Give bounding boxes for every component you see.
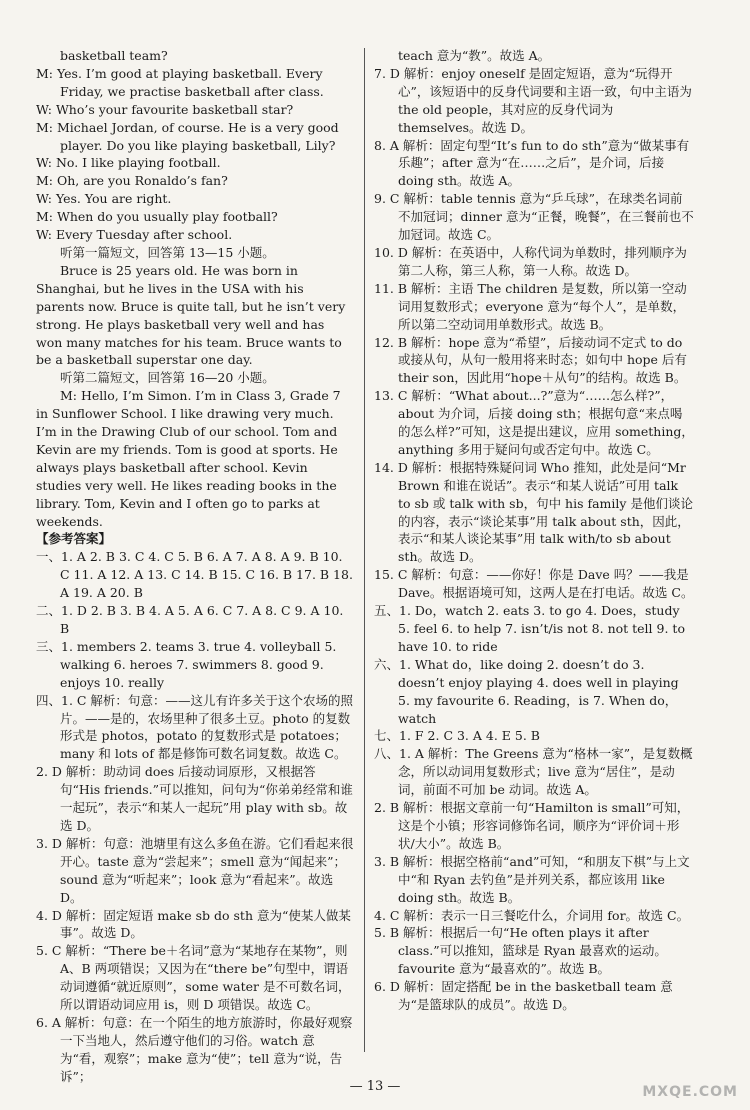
left-paragraph: Bruce is 25 years old. He was born in Shanghai, but he lives in the USA with his parents now. Bruce is quite tall, but he isn’t very strong. He plays basketball very well and has won many matches for his team. Bruce wants to be a basketball superstar one day. [36, 262, 346, 368]
left-paragraph: M: Hello, I’m Simon. I’m in Class 3, Grade 7 in Sunflower School. I like drawing very much. I’m in the Drawing Club of our school. Tom and Kevin are my friends. Tom is good at sports. He always plays basketball after school. Kevin studies very well. He likes reading books in the library. Tom, Kevin and I often go to parks at weekends. [36, 388, 341, 529]
right-paragraph: 六、1. What do，like doing 2. doesn’t do 3. doesn’t enjoy playing 4. does well in playing 5. my favourite 6. Reading，is 7. When do，watch [374, 656, 679, 726]
left-paragraph: 6. A 解析：句意：在一个陌生的地方旅游时，你最好观察一下当地人，然后遵守他们的习俗。watch 意为“看，观察”；make 意为“使”；tell 意为“说，告诉”； [36, 1014, 353, 1084]
page-number: — 13 — [349, 1079, 401, 1094]
left-paragraph: 听第二篇短文，回答第 16—20 小题。 [60, 370, 275, 386]
right-column [374, 47, 694, 1014]
right-paragraph: 15. C 解析：句意：——你好！你是 Dave 吗？——我是 Dave。根据语境可知，这两人是在打电话。故选 C。 [374, 567, 694, 601]
right-paragraph: 11. B 解析：主语 The children 是复数，所以第一空动词用复数形式；everyone 意为“每个人”，是单数，所以第二空动词用单数形式。故选 B。 [374, 280, 687, 332]
right-paragraph: teach 意为“教”。故选 A。 [398, 48, 551, 63]
right-paragraph: 10. D 解析：在英语中，人称代词为单数时，排列顺序为第二人称，第三人称，第一人称。故选 D。 [374, 244, 687, 278]
right-paragraph: 3. B 解析：根据空格前“and”可知，“和朋友下棋”与上文中“和 Ryan 去钓鱼”是并列关系，都应该用 like doing sth。故选 B。 [374, 853, 690, 905]
right-paragraph: 七、1. F 2. C 3. A 4. E 5. B [374, 728, 540, 744]
left-paragraph: W: Yes. You are right. [36, 191, 172, 207]
left-paragraph: 三、1. members 2. teams 3. true 4. volleyball 5. walking 6. heroes 7. swimmers 8. good 9. enjoys 10. really [36, 638, 337, 690]
left-paragraph: 4. D 解析：固定短语 make sb do sth 意为“使某人做某事”。故选 D。 [36, 907, 351, 941]
left-paragraph: W: Who’s your favourite basketball star? [36, 101, 294, 117]
left-paragraph: 5. C 解析：“There be＋名词”意为“某地存在某物”，则 A、B 两项错误；又因为在“there be”句型中，谓语动词遵循“就近原则”，some water 是不可数名词，所以谓语动词应用 is，则 D 项错误。故选 C。 [36, 943, 351, 1013]
right-paragraph: 五、1. Do，watch 2. eats 3. to go 4. Does，study 5. feel 6. to help 7. isn’t/is not 8. not tell 9. to have 10. to ride [374, 603, 685, 654]
left-paragraph: W: No. I like playing football. [36, 155, 221, 171]
right-paragraph: 12. B 解析：hope 意为“希望”，后接动词不定式 to do 或接从句，从句一般用将来时态；如句中 hope 后有 their son，因此用“hope＋从句”的结构。故选 B。 [374, 334, 687, 386]
left-paragraph: M: Oh, are you Ronaldo’s fan? [36, 173, 228, 189]
left-paragraph: W: Every Tuesday after school. [36, 227, 233, 243]
left-paragraph: basketball team? [60, 48, 168, 63]
left-column [36, 47, 354, 1086]
left-paragraph: 听第一篇短文，回答第 13—15 小题。 [60, 244, 275, 260]
right-paragraph: 9. C 解析：table tennis 意为“乒乓球”，在球类名词前不加冠词；dinner 意为“正餐，晚餐”，在三餐前也不加冠词。故选 C。 [374, 191, 694, 243]
left-paragraph: 3. D 解析：句意：池塘里有这么多鱼在游。它们看起来很开心。taste 意为“尝起来”；smell 意为“闻起来”；sound 意为“听起来”；look 意为“看起来”。故选 D。 [36, 835, 354, 905]
left-paragraph: 【参考答案】 [36, 531, 112, 547]
right-paragraph: 8. A 解析：固定句型“It’s fun to do sth”意为“做某事有乐趣”；after 意为“在……之后”，是介词，后接 doing sth。故选 A。 [374, 137, 690, 189]
column-divider [364, 48, 365, 1052]
left-paragraph: M: Yes. I’m good at playing basketball. Every Friday, we practise basketball after class. [36, 65, 324, 99]
right-paragraph: 7. D 解析：enjoy oneself 是固定短语，意为“玩得开心”，该短语中的反身代词要和主语一致，句中主语为 the old people，其对应的反身代词为 themselves。故选 D。 [374, 65, 692, 135]
left-paragraph: 二、1. D 2. B 3. B 4. A 5. A 6. C 7. A 8. C 9. A 10. B [36, 603, 344, 636]
right-paragraph: 5. B 解析：根据后一句“He often plays it after class.”可以推知，篮球是 Ryan 最喜欢的运动。favourite 意为“最喜欢的”。故选 B。 [374, 925, 667, 977]
left-paragraph: 四、1. C 解析：句意：——这儿有许多关于这个农场的照片。——是的，农场里种了很多土豆。photo 的复数形式是 photos，potato 的复数形式是 potatoes；many 和 lots of 都是修饰可数名词复数。故选 C。 [36, 692, 353, 762]
right-paragraph: 13. C 解析：“What about...?”意为“……怎么样?”，about 为介词，后接 doing sth；根据句意“来点喝的怎么样?”可知，这是提出建议，应用 something，anything 多用于疑问句或否定句中。故选 C。 [374, 388, 694, 457]
left-paragraph: 2. D 解析：助动词 does 后接动词原形，又根据答句“His friends.”可以推知，问句为“你弟弟经常和谁一起玩”，表示“和某人一起玩”用 play with sb。故选 D。 [36, 764, 353, 833]
watermark-text: MXQE.COM [642, 1084, 738, 1100]
left-paragraph: 一、1. A 2. B 3. C 4. C 5. B 6. A 7. A 8. A 9. B 10. C 11. A 12. A 13. C 14. B 15. C 16. B 17. B 18. A 19. A 20. B [36, 549, 353, 601]
right-paragraph: 6. D 解析：固定搭配 be in the basketball team 意为“是篮球队的成员”。故选 D。 [374, 979, 673, 1013]
right-paragraph: 14. D 解析：根据特殊疑问词 Who 推知，此处是问“Mr Brown 和谁在说话”。表示“和某人说话”可用 talk to sb 或 talk with sb，句中 his family 是他们谈论的内容，表示“谈论某事”用 talk about sth，因此，表示“和某人谈论某事”用 talk with/to sb about sth。故选 D。 [374, 459, 693, 565]
right-paragraph: 八、1. A 解析：The Greens 意为“格林一家”，是复数概念，所以动词用复数形式；live 意为“居住”，是动词，前面不可加 be 动词。故选 A。 [374, 746, 693, 798]
right-paragraph: 2. B 解析：根据文章前一句“Hamilton is small”可知，这是个小镇；形容词修饰名词，顺序为“评价词＋形状/大小”。故选 B。 [374, 800, 690, 851]
right-paragraph: 4. C 解析：表示一日三餐吃什么，介词用 for。故选 C。 [374, 907, 690, 923]
left-paragraph: M: Michael Jordan, of course. He is a very good player. Do you like playing basketball, Lily? [36, 119, 339, 153]
left-paragraph: M: When do you usually play football? [36, 209, 278, 225]
